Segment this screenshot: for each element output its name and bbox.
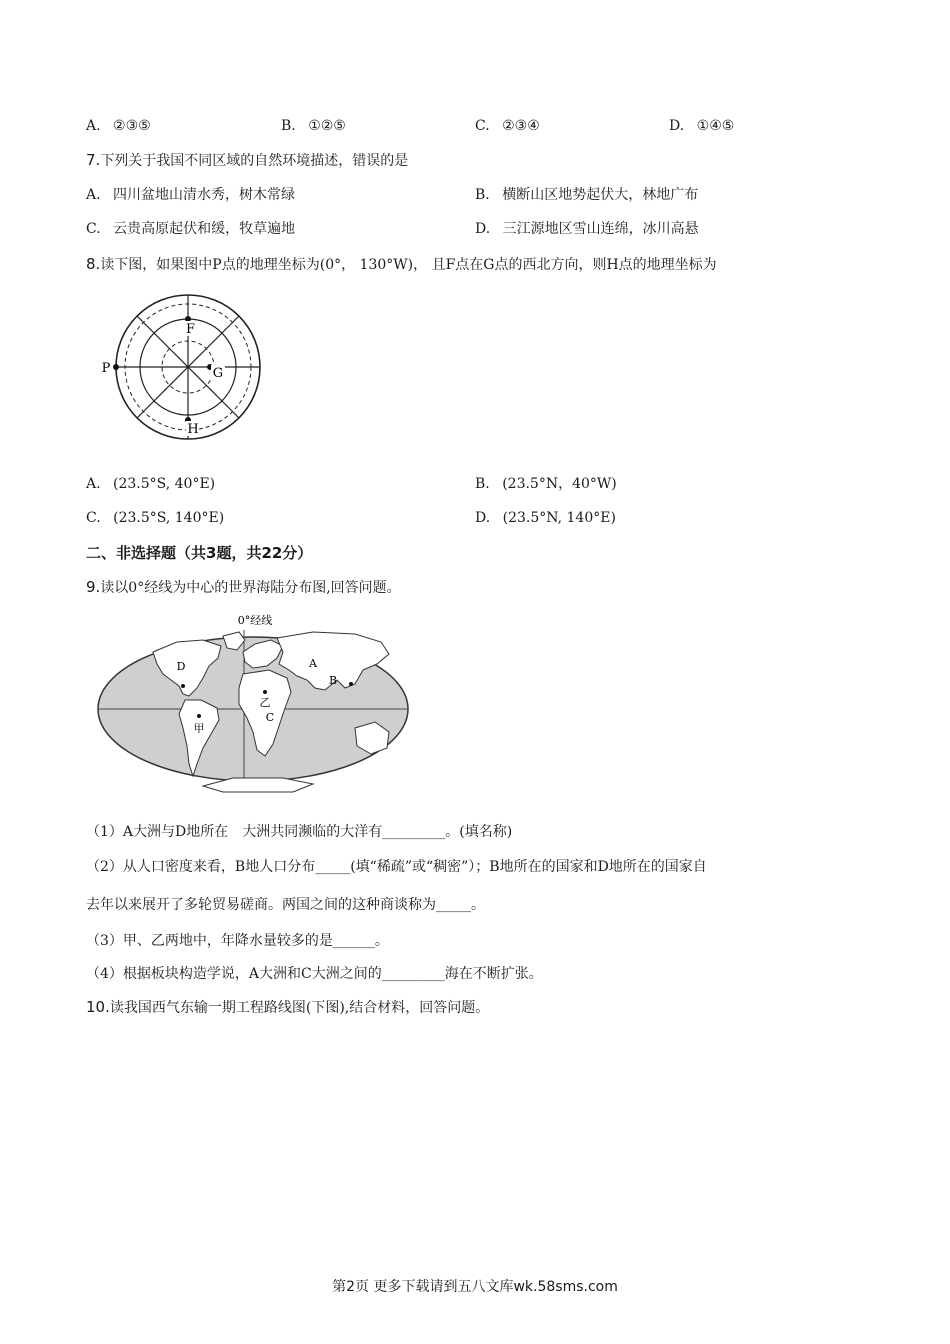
option-text: (23.5°S, 40°E): [113, 476, 216, 492]
point-yi: [263, 690, 267, 694]
q9-sub3: （3）甲、乙两地中，年降水量较多的是______。: [86, 933, 389, 949]
label-p: P: [101, 361, 111, 376]
option-label: B.: [281, 118, 296, 134]
option-label: C.: [86, 221, 101, 237]
section-heading: 二、非选择题（共3题，共22分）: [86, 544, 313, 562]
q7-stem: [86, 151, 408, 170]
option-label: B.: [475, 187, 490, 203]
label-f: F: [185, 322, 196, 337]
question-text: 读以0°经线为中心的世界海陆分布图,回答问题。: [100, 580, 401, 596]
q8-option-d: [475, 509, 616, 527]
q7-option-a: [86, 186, 295, 204]
page-footer: 第2页 更多下载请到五八文库wk.58sms.com: [332, 1279, 618, 1295]
label-d: D: [176, 660, 186, 673]
label-c: C: [265, 711, 275, 724]
point-d: [181, 684, 185, 688]
question-text: 读下图，如果图中P点的地理坐标为(0°， 130°W)， 且F点在G点的西北方向，则H点的地理坐标为: [100, 257, 717, 273]
q10-stem: [86, 998, 489, 1017]
option-text: (23.5°N，40°W): [502, 476, 617, 492]
label-yi: 乙: [259, 696, 271, 709]
q7-option-c: [86, 220, 295, 238]
q8-stem: [86, 255, 717, 274]
q6-option-c: [475, 117, 540, 135]
option-label: A.: [86, 118, 101, 134]
q8-option-a: [86, 475, 215, 493]
option-label: C.: [475, 118, 490, 134]
q9-sub2-line2: 去年以来展开了多轮贸易磋商。两国之间的这种商谈称为_____。: [86, 897, 485, 913]
q7-option-b: [475, 186, 698, 204]
label-g: G: [212, 366, 224, 381]
label-jia: 甲: [193, 722, 205, 735]
option-label: C.: [86, 510, 101, 526]
option-label: A.: [86, 187, 101, 203]
q9-sub2-line1: （2）从人口密度来看，B地人口分布_____(填“稀疏”或“稠密”）；B地所在的国家和D地所在的国家自: [86, 859, 707, 875]
question-number: 9.: [86, 578, 101, 596]
question-text: 下列关于我国不同区域的自然环境描述，错误的是: [100, 153, 409, 169]
option-text: 三江源地区雪山连绵，冰川高悬: [502, 221, 699, 237]
q9-sub1: （1）A大洲与D地所在 大洲共同濒临的大洋有_________。(填名称): [86, 824, 513, 840]
polar-grid-figure: [98, 294, 278, 444]
option-text: ①②⑤: [308, 118, 346, 134]
q7-option-d: [475, 220, 699, 238]
label-meridian: 0°经线: [237, 614, 273, 627]
option-label: B.: [475, 476, 490, 492]
option-text: ②③⑤: [113, 118, 151, 134]
option-label: D.: [669, 118, 685, 134]
q8-option-b: [475, 475, 617, 493]
point-b: [349, 682, 353, 686]
point-p: [113, 364, 119, 370]
question-number: 8.: [86, 255, 101, 273]
label-a: A: [309, 657, 317, 670]
q6-option-d: [669, 117, 734, 135]
q8-option-c: [86, 509, 224, 527]
question-number: 7.: [86, 151, 101, 169]
world-map-figure: [93, 608, 415, 798]
q6-option-a: [86, 117, 151, 135]
option-text: 横断山区地势起伏大，林地广布: [502, 187, 699, 203]
option-label: A.: [86, 476, 101, 492]
question-text: 读我国西气东输一期工程路线图(下图),结合材料，回答问题。: [109, 1000, 490, 1016]
point-jia: [197, 714, 201, 718]
option-text: 云贵高原起伏和缓，牧草遍地: [113, 221, 296, 237]
option-text: ①④⑤: [696, 118, 735, 134]
option-label: D.: [475, 510, 491, 526]
option-text: (23.5°N, 140°E): [502, 510, 616, 526]
option-text: (23.5°S, 140°E): [113, 510, 225, 526]
option-text: ②③④: [502, 118, 540, 134]
label-h: H: [187, 422, 199, 437]
q9-sub4: （4）根据板块构造学说，A大洲和C大洲之间的_________海在不断扩张。: [86, 966, 543, 982]
option-label: D.: [475, 221, 491, 237]
question-number: 10.: [86, 998, 110, 1016]
q6-option-b: [281, 117, 346, 135]
label-b: B: [328, 674, 338, 687]
option-text: 四川盆地山清水秀，树木常绿: [113, 187, 296, 203]
q9-stem: [86, 578, 401, 597]
